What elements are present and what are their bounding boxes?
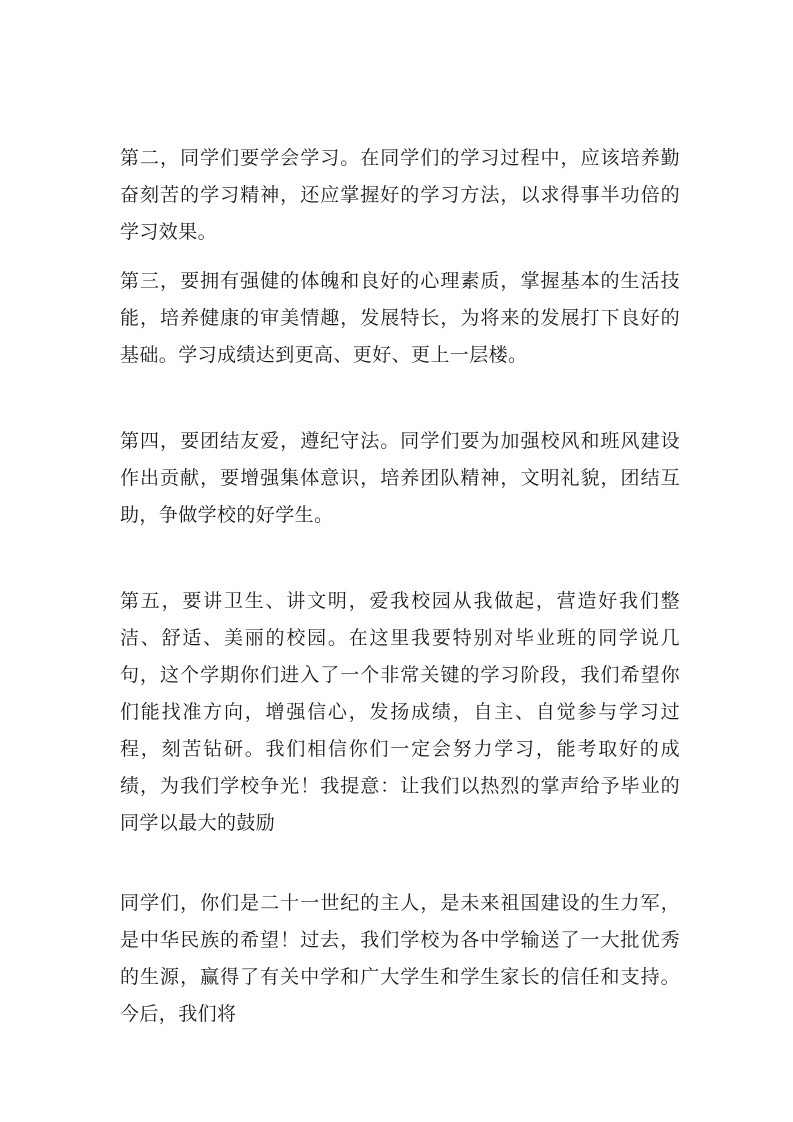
paragraph-unity: 第四，要团结友爱，遵纪守法。同学们要为加强校风和班风建设作出贡献，要增强集体意识，培养团队精神，文明礼貌，团结互助，争做学校的好学生。 bbox=[120, 430, 680, 526]
paragraph-hygiene: 第五，要讲卫生、讲文明，爱我校园从我做起，营造好我们整洁、舒适、美丽的校园。在这里我要特别对毕业班的同学说几句，这个学期你们进入了一个非常关键的学习阶段，我们希望你们能找准方向，增强信心，发扬成绩，自主、自觉参与学习过程，刻苦钻研。我们相信你们一定会努力学习，能考取好的成绩，为我们学校争光！我提意：让我们以热烈的掌声给予毕业的同学以最大的鼓励 bbox=[120, 590, 680, 834]
paragraph-health: 第三，要拥有强健的体魄和良好的心理素质，掌握基本的生活技能，培养健康的审美情趣，发展特长，为将来的发展打下良好的基础。学习成绩达到更高、更好、更上一层楼。 bbox=[120, 270, 680, 366]
paragraph-learning: 第二，同学们要学会学习。在同学们的学习过程中，应该培养勤奋刻苦的学习精神，还应掌握好的学习方法，以求得事半功倍的学习效果。 bbox=[120, 147, 680, 243]
paragraph-future: 同学们，你们是二十一世纪的主人，是未来祖国建设的生力军，是中华民族的希望！过去，我们学校为各中学输送了一大批优秀的生源，赢得了有关中学和广大学生和学生家长的信任和支持。今后，我们将 bbox=[120, 892, 680, 1025]
